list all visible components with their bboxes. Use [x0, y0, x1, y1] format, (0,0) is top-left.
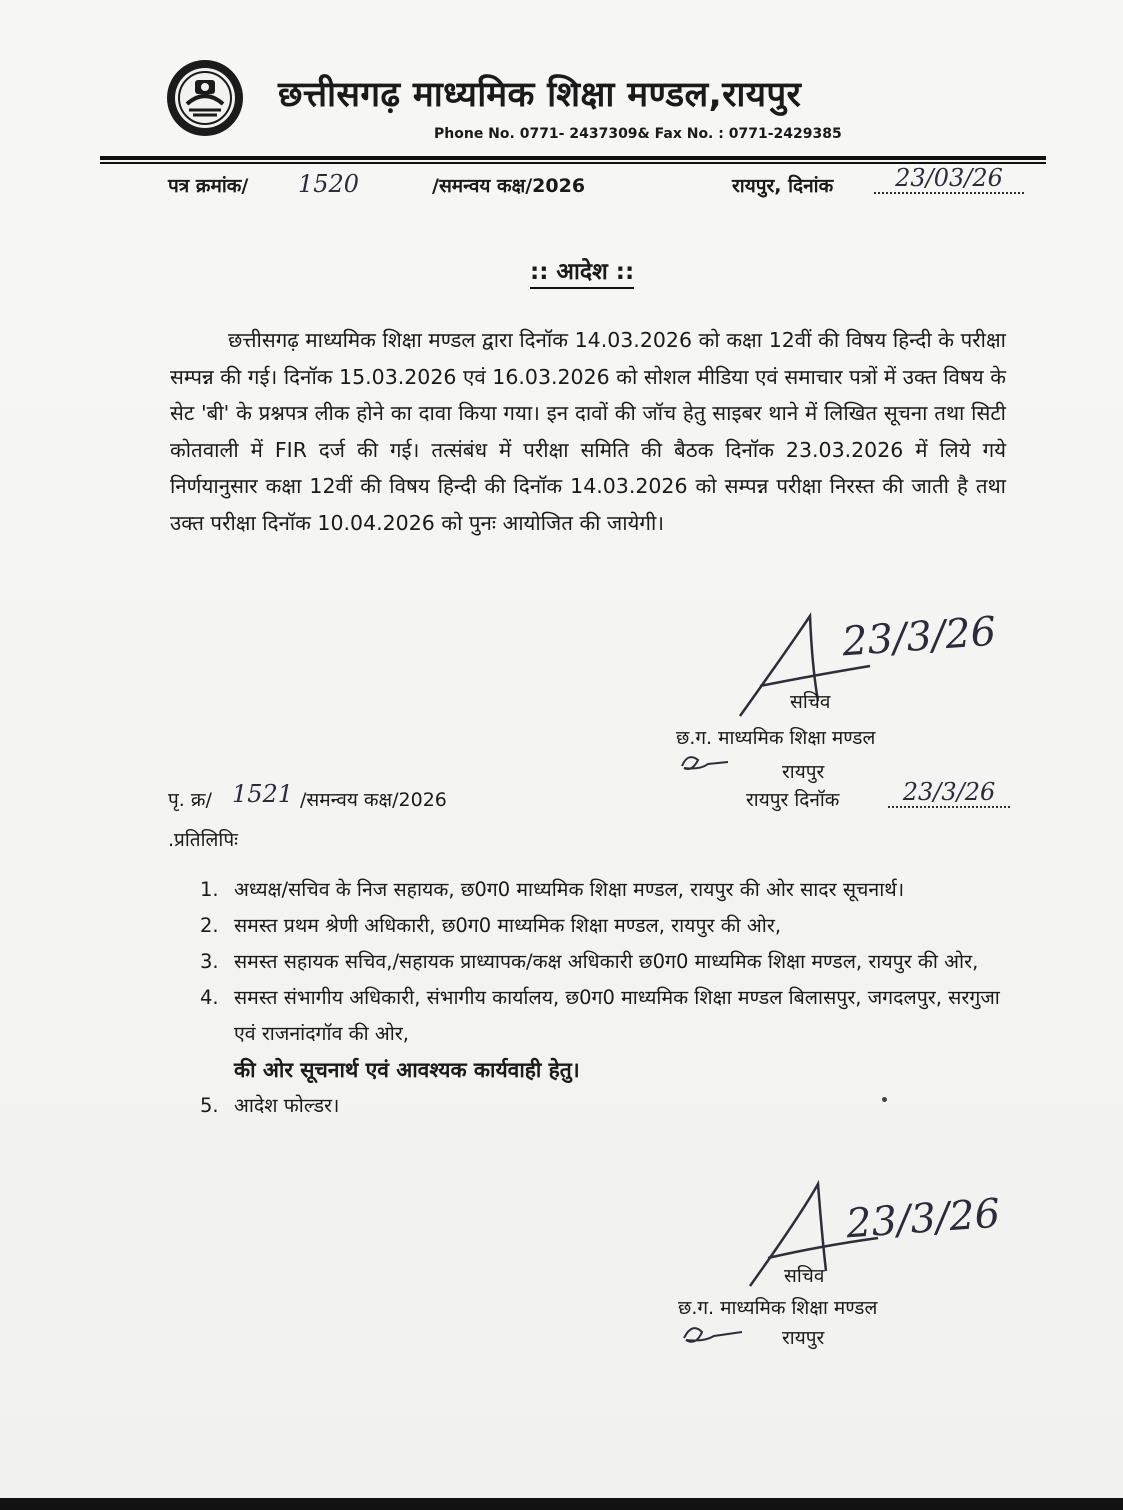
- list-item-number: 5.: [200, 1094, 219, 1117]
- signature-2-date: 23/3/26: [844, 1190, 1002, 1248]
- list-item: [200, 1088, 1000, 1124]
- action-line: [200, 1052, 1000, 1088]
- header-divider: [100, 156, 1046, 160]
- list-item-text: आदेश फोल्डर।: [234, 1094, 340, 1117]
- initials-2: [680, 1318, 750, 1352]
- organization-title: छत्तीसगढ़ माध्यमिक शिक्षा मण्डल,रायपुर: [278, 75, 802, 115]
- board-seal-icon: [165, 58, 245, 138]
- scan-bottom-edge: [0, 1498, 1123, 1510]
- list-item-text: समस्त संभागीय अधिकारी, संभागीय कार्यालय, छ0ग0 माध्यमिक शिक्षा मण्डल बिलासपुर, जगदलपुर, सरगुजा एवं राजनांदगॉव की ओर,: [234, 986, 1000, 1045]
- order-body: छत्तीसगढ़ माध्यमिक शिक्षा मण्डल द्वारा दिनॉक 14.03.2026 को कक्षा 12वीं की विषय हिन्दी के परीक्षा सम्पन्न की गई। दिनॉक 15.03.2026 एवं 16.03.2026 को सोशल मीडिया एवं समाचार पत्रों में उक्त विषय के सेट 'बी' के प्रश्नपत्र लीक होने का दावा किया गया। इन दावों की जॉच हेतु साइबर थाने में लिखित सूचना तथा सिटी कोतवाली में FIR दर्ज की गई। तत्संबंध में परीक्षा समिति की बैठक दिनॉक 23.03.2026 में लिये गये निर्णयानुसार कक्षा 12वीं की विषय हिन्दी की दिनॉक 14.03.2026 को सम्पन्न परीक्षा निरस्त की जाती है तथा उक्त परीक्षा दिनॉक 10.04.2026 को पुनः आयोजित की जायेगी।: [170, 328, 1006, 535]
- order-heading: :: आदेश ::: [530, 254, 634, 289]
- ink-speck: [882, 1097, 887, 1102]
- list-item: [200, 980, 1000, 1052]
- list-item-number: 1.: [200, 878, 219, 901]
- letter-number-handwritten: 1520: [298, 170, 360, 198]
- initials-1: [678, 748, 738, 778]
- signatory-1-title: सचिव: [790, 691, 831, 713]
- list-item: [200, 872, 1000, 908]
- list-item-number: 3.: [200, 950, 219, 973]
- list-item-text: अध्यक्ष/सचिव के निज सहायक, छ0ग0 माध्यमिक शिक्षा मण्डल, रायपुर की ओर सादर सूचनार्थ।: [234, 878, 905, 901]
- signatory-2-title: सचिव: [784, 1265, 825, 1287]
- signatory-1-city: रायपुर: [782, 761, 825, 783]
- list-item-text: समस्त सहायक सचिव,/सहायक प्राध्यापक/कक्ष अधिकारी छ0ग0 माध्यमिक शिक्षा मण्डल, रायपुर की ओर,: [234, 950, 979, 973]
- list-item: [200, 908, 1000, 944]
- list-item-text: समस्त प्रथम श्रेणी अधिकारी, छ0ग0 माध्यमिक शिक्षा मण्डल, रायपुर की ओर,: [234, 914, 782, 937]
- letter-section: /समन्वय कक्ष/2026: [432, 175, 586, 197]
- copy-date-label: रायपुर दिनॉक: [746, 789, 840, 811]
- list-item-number: 2.: [200, 914, 219, 937]
- signatory-2-org: छ.ग. माध्यमिक शिक्षा मण्डल: [678, 1297, 878, 1319]
- signatory-1-org: छ.ग. माध्यमिक शिक्षा मण्डल: [676, 727, 876, 749]
- date-handwritten: 23/03/26: [874, 164, 1024, 194]
- contact-numbers: Phone No. 0771- 2437309& Fax No. : 0771-2429385: [434, 126, 842, 142]
- copy-number-handwritten: 1521: [232, 780, 294, 808]
- copy-date-handwritten: 23/3/26: [888, 778, 1010, 808]
- action-line-text: की ओर सूचनार्थ एवं आवश्यक कार्यवाही हेतु।: [234, 1058, 580, 1082]
- signatory-2-city: रायपुर: [782, 1327, 825, 1349]
- date-label: रायपुर, दिनांक: [732, 175, 834, 197]
- signature-1-date: 23/3/26: [840, 608, 998, 666]
- copy-section: /समन्वय कक्ष/2026: [300, 789, 447, 811]
- list-item-number: 4.: [200, 986, 219, 1009]
- letter-number-label: पत्र क्रमांक/: [168, 175, 249, 197]
- list-item: [200, 944, 1000, 980]
- copy-to-list: [200, 872, 1000, 1124]
- copy-number-label: पृ. क्र/: [168, 789, 212, 811]
- copy-to-label: .प्रतिलिपिः: [168, 829, 238, 851]
